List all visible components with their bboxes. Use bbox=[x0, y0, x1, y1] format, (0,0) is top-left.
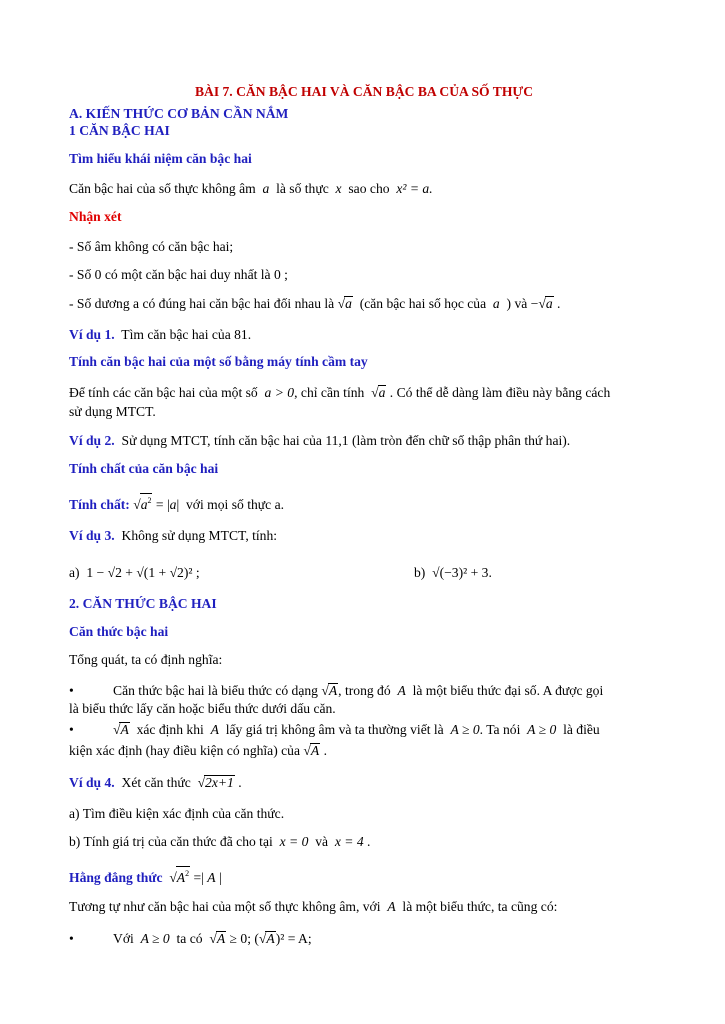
example-3b: b) √(−3)² + 3. bbox=[414, 565, 492, 580]
calc-heading: Tính căn bậc hai của một số bằng máy tính cầm tay bbox=[69, 354, 368, 369]
example-4: Ví dụ 4. Xét căn thức √2x+1 . bbox=[69, 775, 242, 790]
example-3b-expression: √(−3)² + 3 bbox=[432, 565, 489, 580]
remark-2: - Số 0 có một căn bậc hai duy nhất là 0 ; bbox=[69, 267, 288, 282]
remark-heading: Nhận xét bbox=[69, 209, 122, 224]
radical-heading: Căn thức bậc hai bbox=[69, 624, 169, 639]
example-4a: a) Tìm điều kiện xác định của căn thức. bbox=[69, 806, 285, 821]
example-2: Ví dụ 2. Sử dụng MTCT, tính căn bậc hai của 11,1 (làm tròn đến chữ số thập phân thứ hai). bbox=[69, 433, 571, 448]
example-1: Ví dụ 1. Tìm căn bậc hai của 81. bbox=[69, 327, 252, 342]
property-heading: Tính chất của căn bậc hai bbox=[69, 461, 219, 476]
section-2-heading: 2. CĂN THỨC BẬC HAI bbox=[69, 596, 217, 611]
bullet-1-line-2: là biểu thức lấy căn hoặc biểu thức dưới dấu căn. bbox=[69, 701, 336, 716]
bullet-3: • Với A ≥ 0 ta có √A ≥ 0; (√A)² = A; bbox=[69, 931, 312, 946]
property-line: Tính chất: $√a^2 = |a|$ với mọi số thực a. bbox=[69, 493, 284, 513]
section-a-heading: A. KIẾN THỨC CƠ BẢN CẦN NẮM bbox=[69, 106, 289, 121]
example-3a: a) 1 − √2 + √(1 + √2)² ; bbox=[69, 565, 200, 580]
bullet-dot: • bbox=[69, 683, 74, 698]
section-1-heading: 1 CĂN BẬC HAI bbox=[69, 123, 170, 138]
general-line: Tổng quát, ta có định nghĩa: bbox=[69, 652, 223, 667]
lesson-title: BÀI 7. CĂN BẬC HAI VÀ CĂN BẬC BA CỦA SỐ THỰC bbox=[194, 84, 534, 99]
remark-1: - Số âm không có căn bậc hai; bbox=[69, 239, 234, 254]
bullet-dot: • bbox=[69, 722, 74, 737]
example-3a-expression: 1 − √2 + √(1 + √2)² bbox=[86, 565, 193, 580]
concept-heading: Tìm hiểu khái niệm căn bậc hai bbox=[69, 151, 252, 166]
identity-heading: Hằng đẳng thức $√A^2$ =| A | bbox=[69, 866, 222, 886]
bullet-1-line-1: • Căn thức bậc hai là biểu thức có dạng √A, trong đó A là một biểu thức đại số. A được gọi bbox=[69, 683, 604, 698]
definition-line: Căn bậc hai của số thực không âm a là số thực x sao cho x² = a. bbox=[69, 181, 433, 196]
remark-3: - Số dương a có đúng hai căn bậc hai đối nhau là √a (căn bậc hai số học của a ) và −√a . bbox=[69, 296, 561, 311]
analog-line: Tương tự như căn bậc hai của một số thực không âm, với A là một biểu thức, ta cũng có: bbox=[69, 899, 558, 914]
calc-line-1: Để tính các căn bậc hai của một số a > 0, chỉ cần tính √a . Có thể dễ dàng làm điều này bằng cách bbox=[69, 385, 611, 400]
example-4b: b) Tính giá trị của căn thức đã cho tại x = 0 và x = 4 . bbox=[69, 834, 371, 849]
bullet-2-line-1: • √A xác định khi A lấy giá trị không âm và ta thường viết là A ≥ 0. Ta nói A ≥ 0 là điều bbox=[69, 722, 600, 737]
bullet-dot: • bbox=[69, 931, 74, 946]
example-3: Ví dụ 3. Không sử dụng MTCT, tính: bbox=[69, 528, 278, 543]
calc-line-2: sử dụng MTCT. bbox=[69, 404, 156, 419]
bullet-2-line-2: kiện xác định (hay điều kiện có nghĩa) của √A . bbox=[69, 743, 328, 758]
